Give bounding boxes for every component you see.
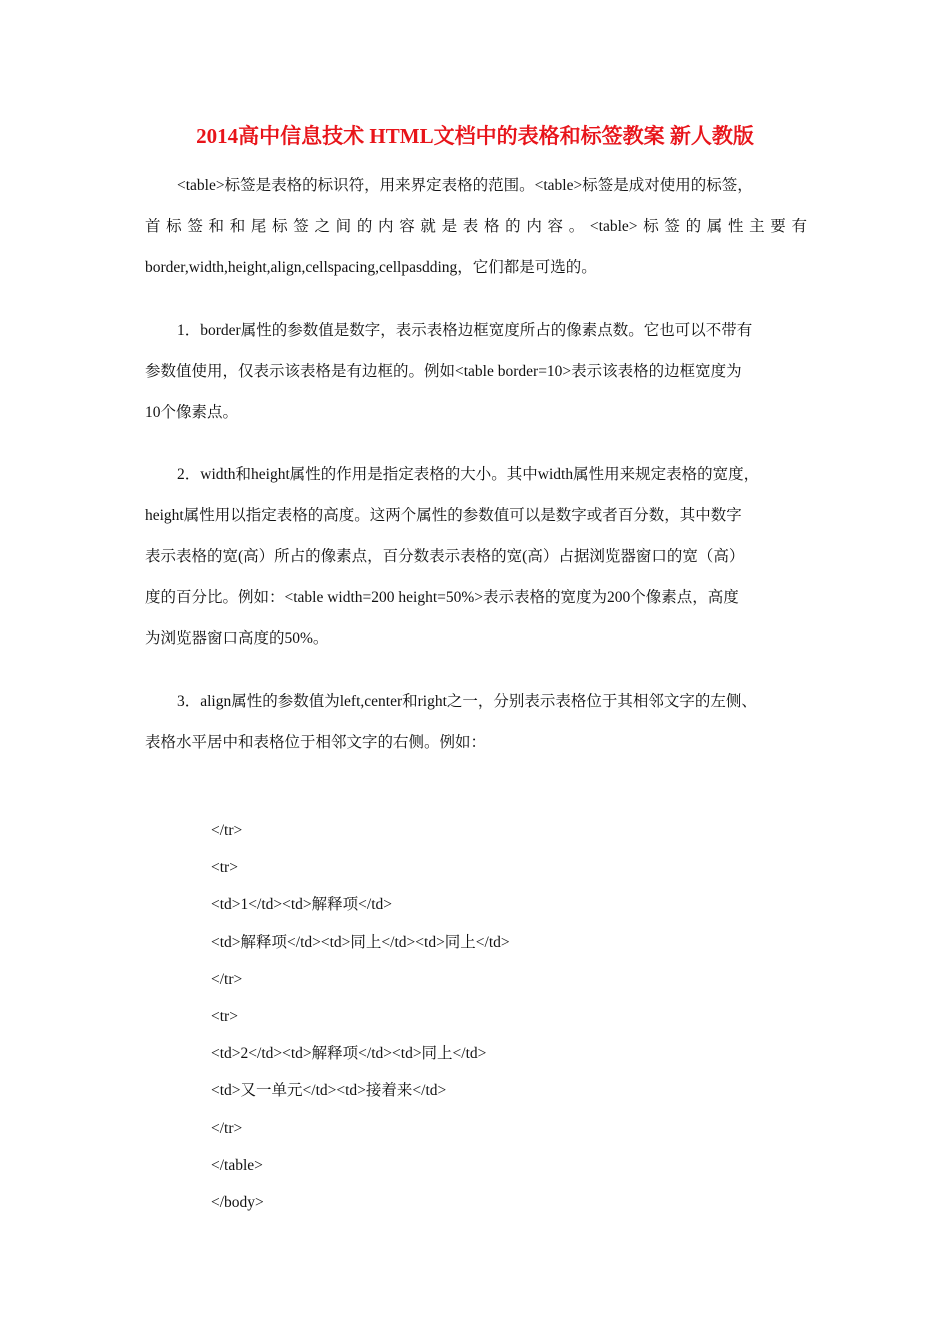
- paragraph-line: 度的百分比。例如：<table width=200 height=50%>表示表格的宽度为200个像素点，高度: [145, 589, 739, 606]
- paragraph-line: 10个像素点。: [145, 404, 239, 421]
- code-line: </tr>: [211, 822, 243, 839]
- paragraph-table-tag: [145, 165, 807, 288]
- paragraph-line: 1．border属性的参数值是数字，表示表格边框宽度所占的像素点数。它也可以不带有: [177, 322, 753, 339]
- code-line: <td>又一单元</td><td>接着来</td>: [211, 1082, 447, 1100]
- paragraph-border-attribute: [145, 310, 807, 433]
- paragraph-align-attribute: [145, 681, 807, 763]
- code-line: </tr>: [211, 1119, 243, 1137]
- paragraph-line: 为浏览器窗口高度的50%。: [145, 630, 329, 647]
- paragraph-line: 2．width和height属性的作用是指定表格的大小。其中width属性用来规定表格的宽度，: [177, 466, 760, 483]
- code-line: <td>2</td><td>解释项</td><td>同上</td>: [211, 1045, 487, 1063]
- paragraph-width-height-attribute: [145, 454, 807, 659]
- code-line: </table>: [211, 1156, 263, 1174]
- code-line: <td>1</td><td>解释项</td>: [211, 896, 393, 914]
- paragraph-line: border,width,height,align,cellspacing,cellpasdding，它们都是可选的。: [145, 259, 597, 276]
- paragraph-line: 表示表格的宽(高）所占的像素点，百分数表示表格的宽(高）占据浏览器窗口的宽（高）: [145, 548, 745, 565]
- paragraph-line: 首标签和和尾标签之间的内容就是表格的内容。<table>标签的属性主要有: [145, 218, 807, 235]
- code-line: <tr>: [211, 1008, 238, 1026]
- paragraph-line: 3．align属性的参数值为left,center和right之一，分别表示表格位于其相邻文字的左侧、: [177, 693, 757, 710]
- code-listing: [211, 812, 510, 1221]
- paragraph-line: height属性用以指定表格的高度。这两个属性的参数值可以是数字或者百分数，其中数字: [145, 507, 742, 524]
- paragraph-line: <table>标签是表格的标识符，用来界定表格的范围。<table>标签是成对使用的标签，: [177, 177, 753, 194]
- code-line: <tr>: [211, 859, 238, 877]
- code-line: </body>: [211, 1194, 264, 1212]
- code-line: </tr>: [211, 970, 243, 988]
- paragraph-line: 参数值使用，仅表示该表格是有边框的。例如<table border=10>表示该表格的边框宽度为: [145, 363, 742, 380]
- paragraph-line: 表格水平居中和表格位于相邻文字的右侧。例如：: [145, 734, 487, 751]
- page-title: 2014高中信息技术 HTML文档中的表格和标签教案 新人教版: [196, 124, 754, 148]
- code-line: <td>解释项</td><td>同上</td><td>同上</td>: [211, 933, 510, 951]
